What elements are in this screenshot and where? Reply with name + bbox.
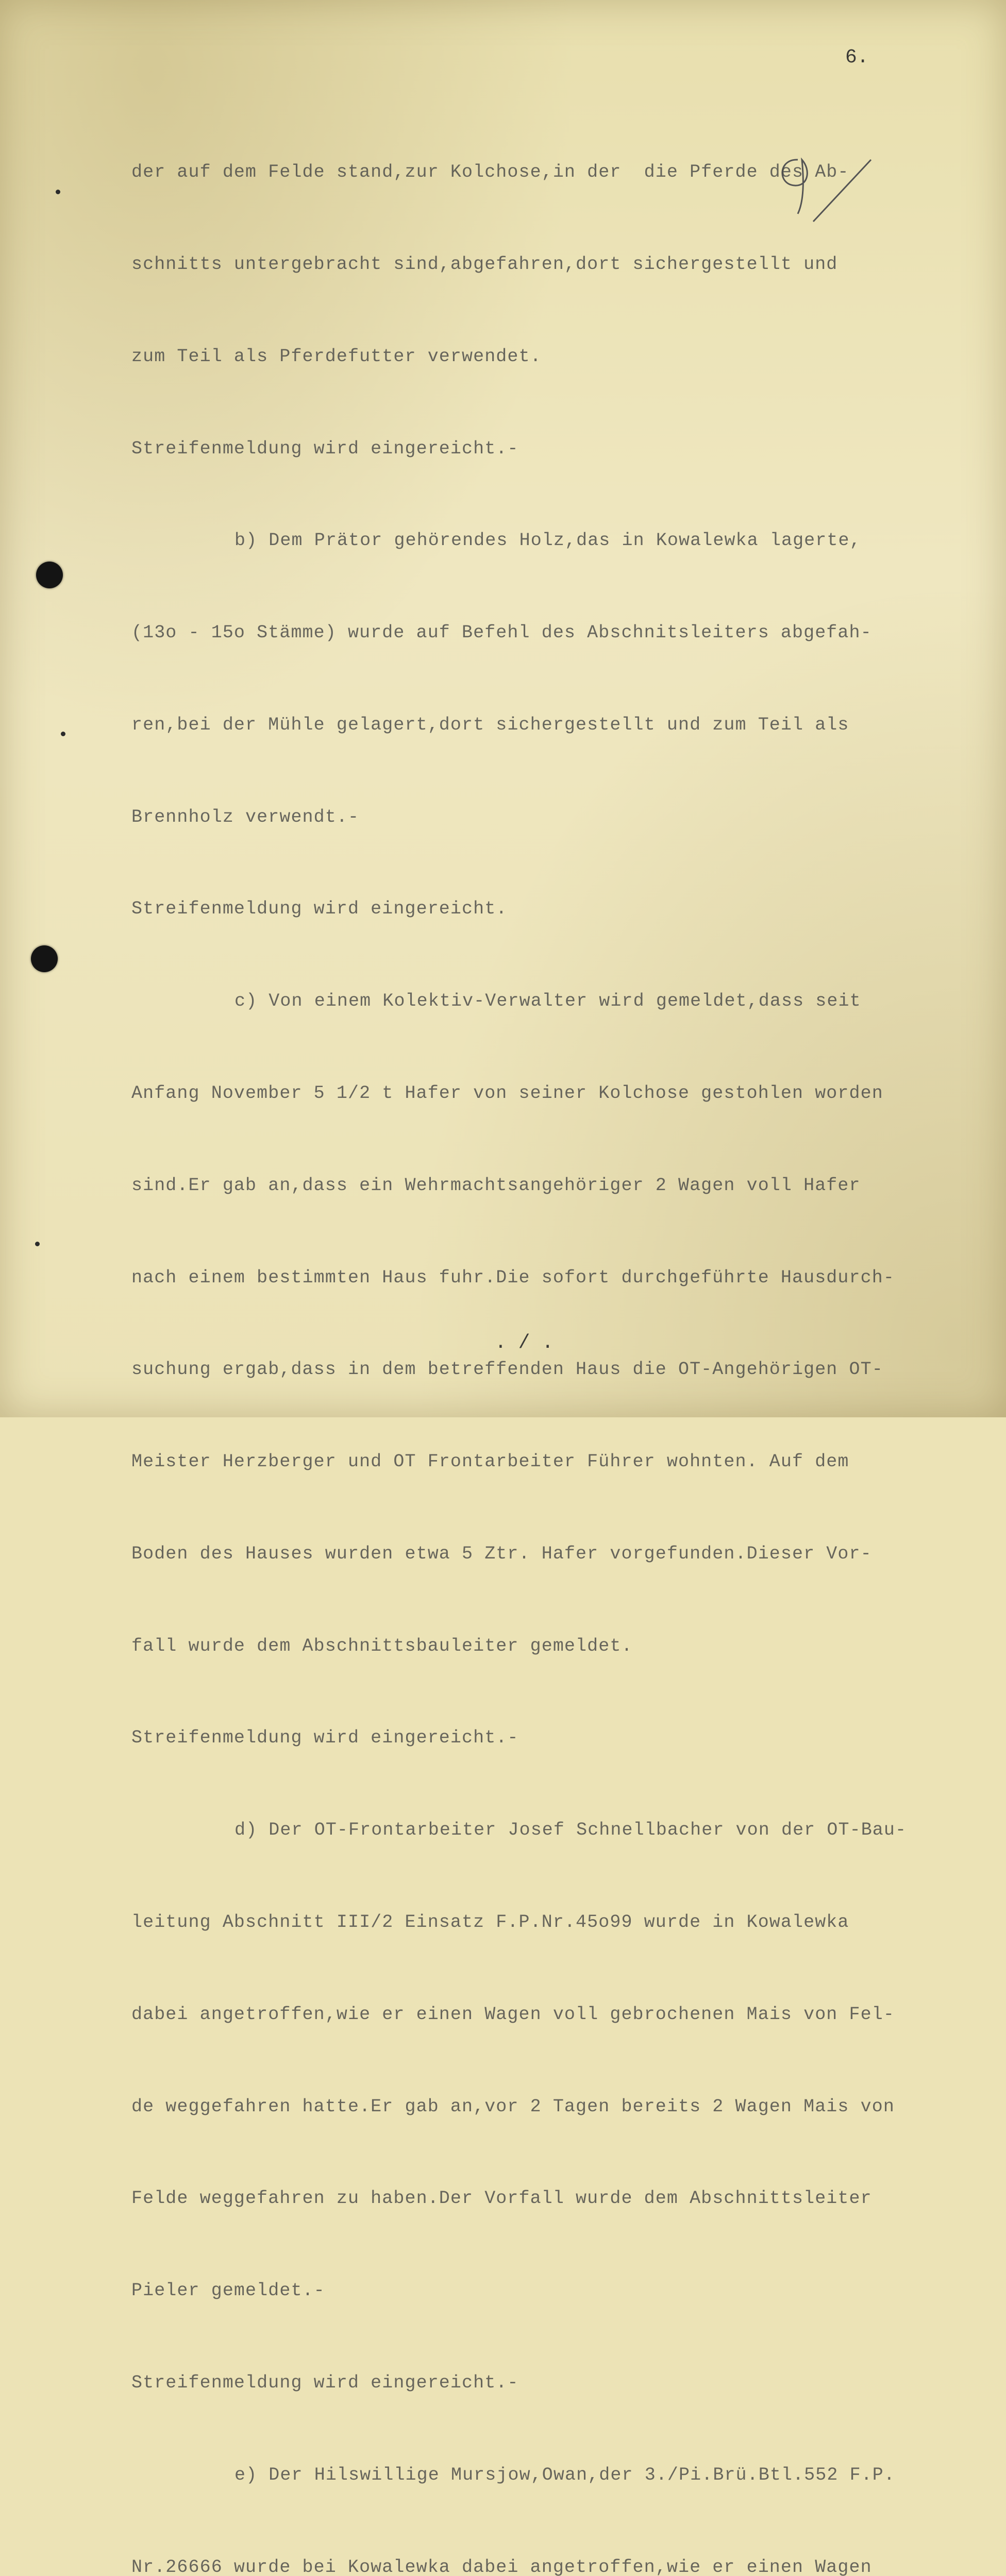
text-line: fall wurde dem Abschnittsbauleiter gemeldet. xyxy=(131,1631,982,1662)
text-line: Anfang November 5 1/2 t Hafer von seiner Kolchose gestohlen worden xyxy=(131,1078,982,1109)
text-line: sind.Er gab an,dass ein Wehrmachtsangehöriger 2 Wagen voll Hafer xyxy=(131,1171,982,1201)
page-number: 6. xyxy=(845,46,869,69)
text-line: Brennholz verwendt.- xyxy=(131,802,982,833)
text-line: Streifenmeldung wird eingereicht.- xyxy=(131,2368,982,2399)
text-line: Streifenmeldung wird eingereicht.- xyxy=(131,1723,982,1754)
text-line: nach einem bestimmten Haus fuhr.Die sofort durchgeführte Hausdurch- xyxy=(131,1263,982,1294)
text-line: suchung ergab,dass in dem betreffenden Haus die OT-Angehörigen OT- xyxy=(131,1354,982,1385)
text-line: Pieler gemeldet.- xyxy=(131,2276,982,2307)
text-line: der auf dem Felde stand,zur Kolchose,in der die Pferde des Ab- xyxy=(131,157,982,188)
text-line: Streifenmeldung wird eingereicht.- xyxy=(131,434,982,465)
text-line: Boden des Hauses wurden etwa 5 Ztr. Hafer vorgefunden.Dieser Vor- xyxy=(131,1539,982,1570)
text-line: de weggefahren hatte.Er gab an,vor 2 Tagen bereits 2 Wagen Mais von xyxy=(131,2092,982,2123)
text-line: c) Von einem Kolektiv-Verwalter wird gemeldet,dass seit xyxy=(131,986,982,1017)
punch-hole-top xyxy=(36,562,63,588)
text-line: (13o - 15o Stämme) wurde auf Befehl des Abschnitsleiters abgefah- xyxy=(131,618,982,649)
text-line: Nr.26666 wurde bei Kowalewka dabei angetroffen,wie er einen Wagen xyxy=(131,2552,982,2576)
paper-speck xyxy=(61,732,65,736)
text-line: ren,bei der Mühle gelagert,dort sichergestellt und zum Teil als xyxy=(131,710,982,741)
text-line: d) Der OT-Frontarbeiter Josef Schnellbacher von der OT-Bau- xyxy=(131,1815,982,1846)
text-line: leitung Abschnitt III/2 Einsatz F.P.Nr.45o99 wurde in Kowalewka xyxy=(131,1907,982,1938)
text-line: Streifenmeldung wird eingereicht. xyxy=(131,894,982,925)
punch-hole-bottom xyxy=(31,945,58,972)
text-line: schnitts untergebracht sind,abgefahren,dort sichergestellt und xyxy=(131,249,982,280)
document-body xyxy=(131,96,982,2576)
paper-speck xyxy=(35,1242,40,1246)
text-line: dabei angetroffen,wie er einen Wagen voll gebrochenen Mais von Fel- xyxy=(131,1999,982,2030)
continuation-mark: . / . xyxy=(495,1332,554,1354)
text-line: Felde weggefahren zu haben.Der Vorfall wurde dem Abschnittsleiter xyxy=(131,2183,982,2214)
text-line: e) Der Hilswillige Mursjow,Owan,der 3./Pi.Brü.Btl.552 F.P. xyxy=(131,2460,982,2491)
text-line: b) Dem Prätor gehörendes Holz,das in Kowalewka lagerte, xyxy=(131,526,982,556)
text-line: Meister Herzberger und OT Frontarbeiter Führer wohnten. Auf dem xyxy=(131,1447,982,1478)
paper-speck xyxy=(56,190,60,194)
text-line: zum Teil als Pferdefutter verwendet. xyxy=(131,342,982,372)
